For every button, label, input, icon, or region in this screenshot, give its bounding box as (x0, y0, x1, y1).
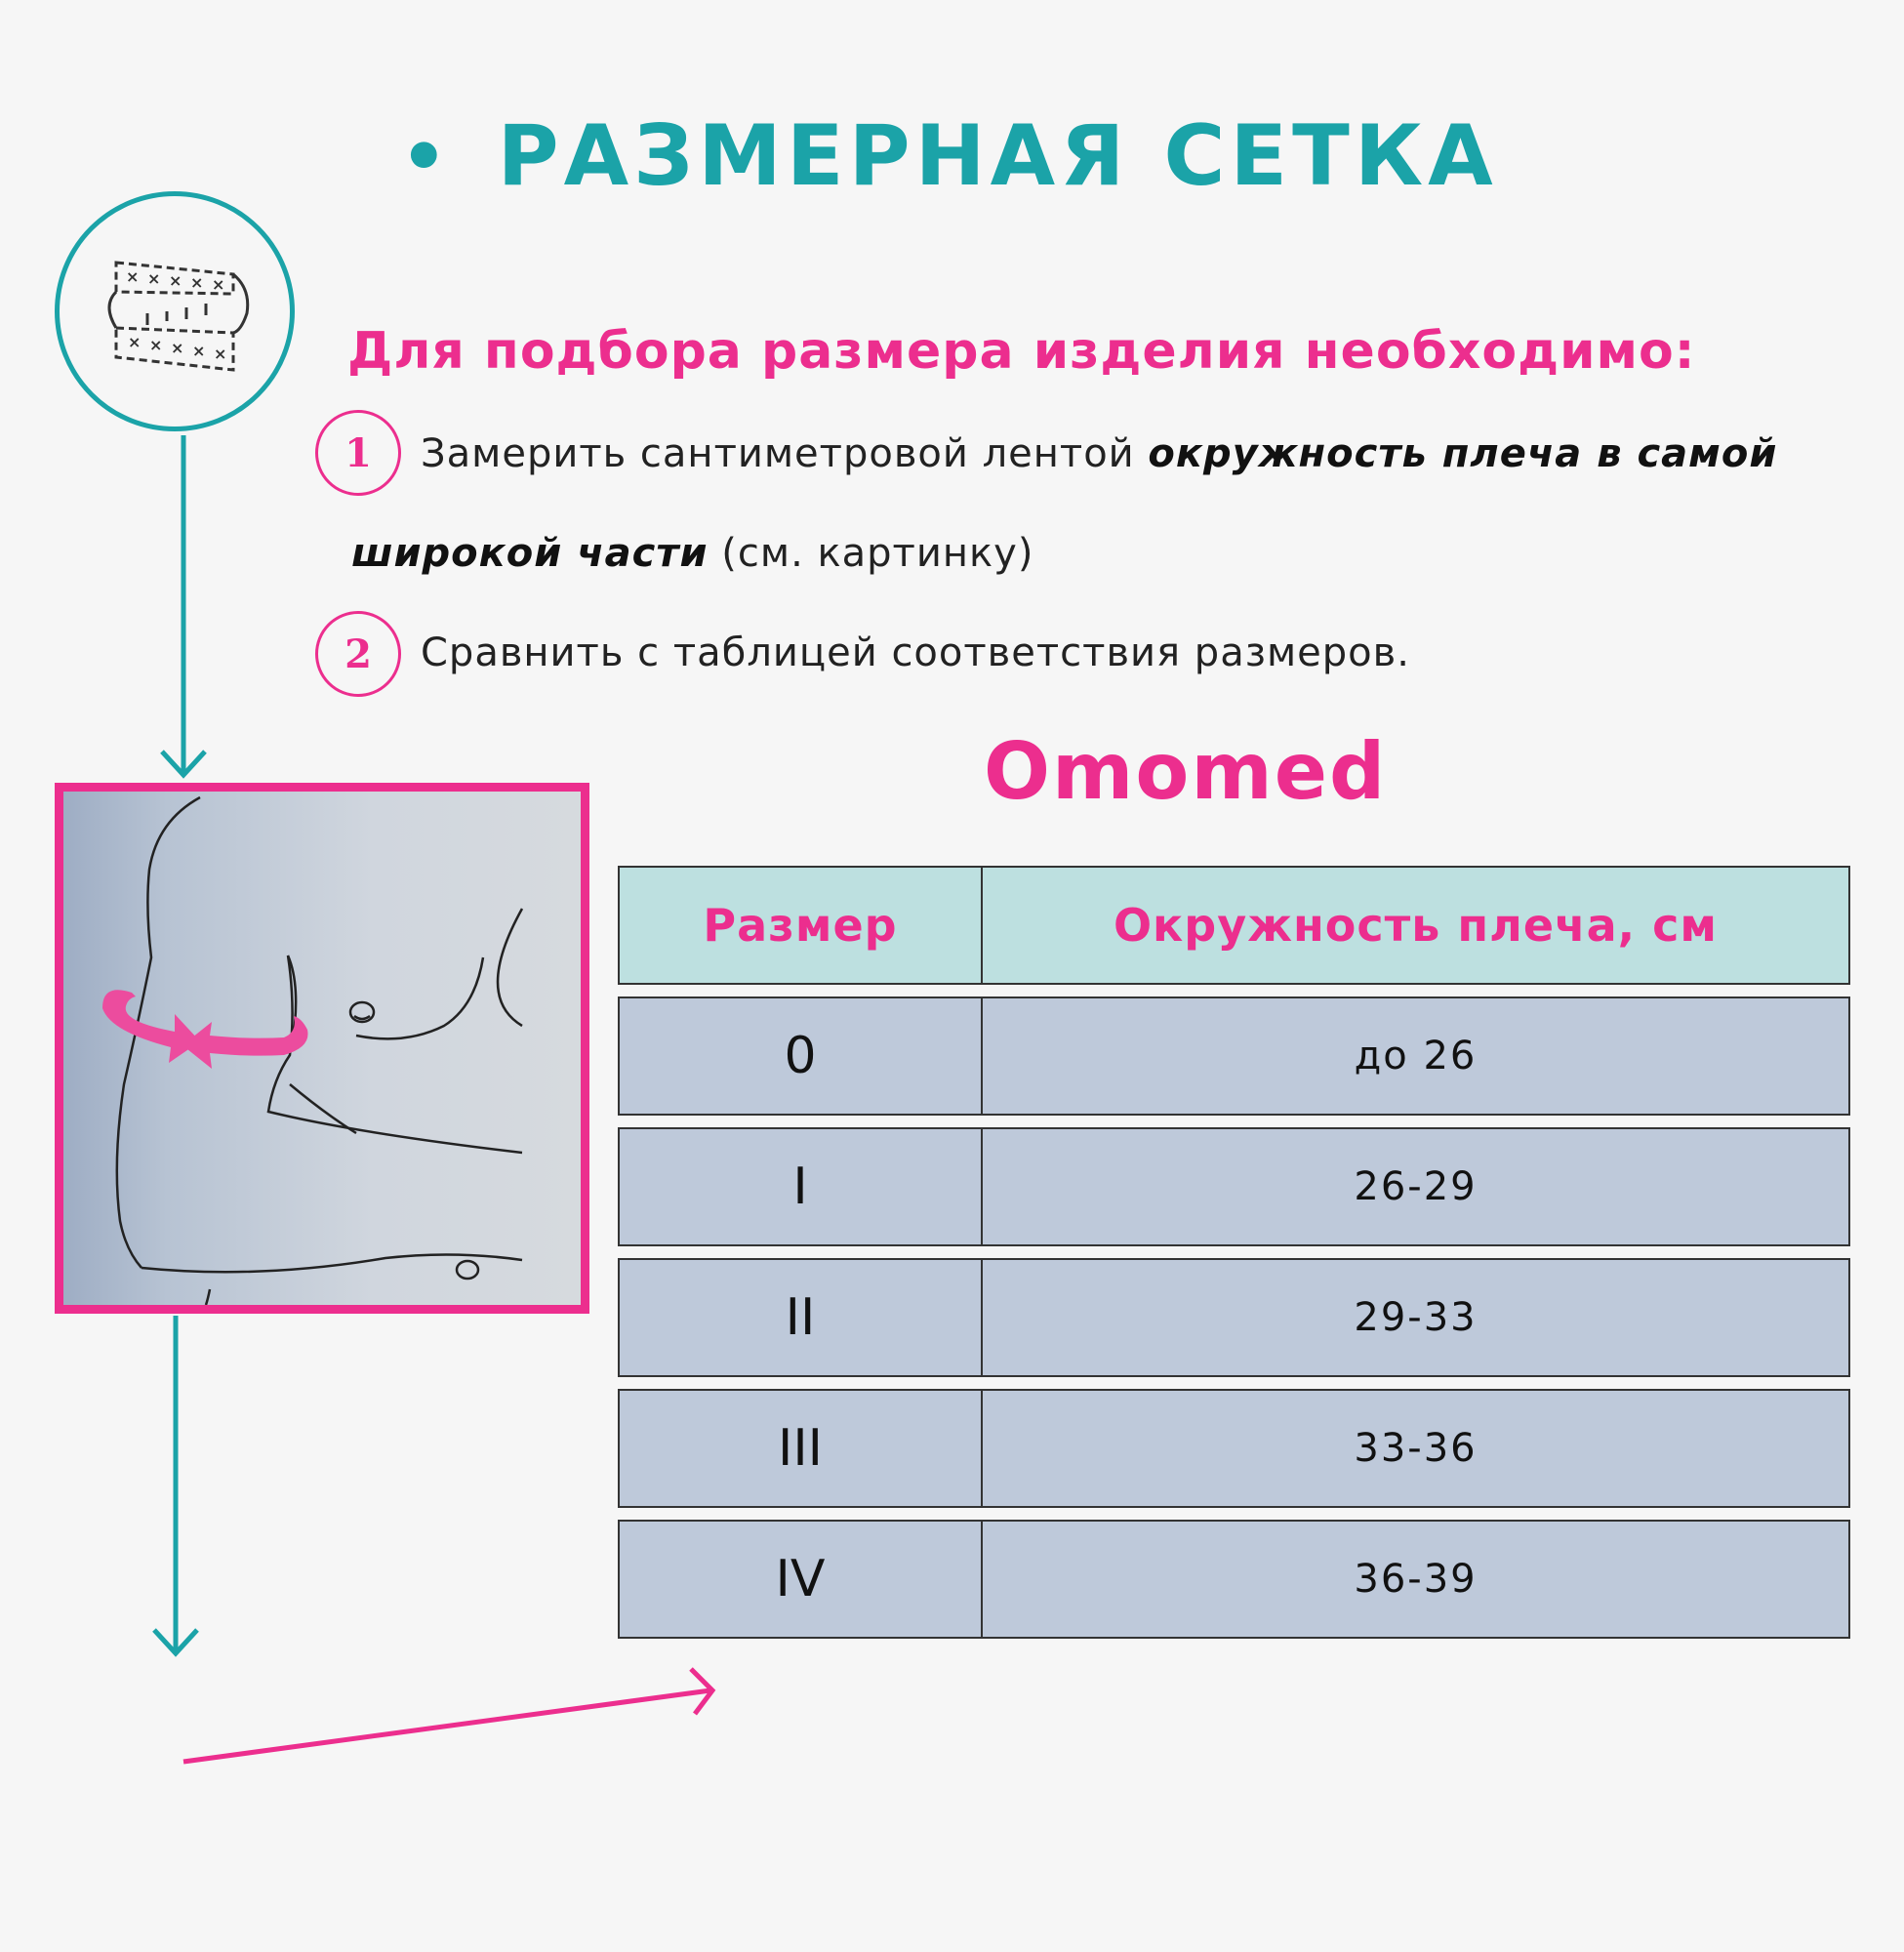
circumference-cell: 29-33 (1354, 1295, 1478, 1340)
table-row (618, 1389, 1850, 1508)
brand-name: Omomed (984, 726, 1388, 817)
circumference-cell: 33-36 (1354, 1426, 1478, 1471)
column-header-size: Размер (620, 868, 983, 983)
step-2-text: Сравнить с таблицей соответствия размеров. (421, 630, 1410, 675)
size-cell: I (620, 1129, 983, 1244)
table-row (618, 1127, 1850, 1246)
svg-text:×: × (171, 339, 184, 357)
circumference-cell: 26-29 (1354, 1164, 1478, 1209)
svg-text:×: × (149, 336, 163, 354)
size-table (618, 866, 1850, 1650)
step-1-line-1 (421, 431, 1777, 476)
table-row (618, 1258, 1850, 1377)
step-1-text-after: (см. картинку) (708, 531, 1034, 576)
step-number-1: 1 (315, 410, 401, 496)
title-bullet: • (400, 112, 453, 200)
arm-measurement-illustration (55, 783, 589, 1314)
title-text: РАЗМЕРНАЯ СЕТКА (497, 107, 1498, 205)
svg-text:×: × (190, 273, 204, 292)
step-number-2: 2 (315, 611, 401, 697)
table-row (618, 1520, 1850, 1639)
arrow-down-icon (162, 435, 205, 775)
step-1-emphasis-2: широкой части (351, 531, 709, 576)
circumference-cell: 36-39 (1354, 1557, 1478, 1602)
arrow-right-icon (183, 1669, 712, 1762)
table-row (618, 996, 1850, 1116)
table-header-row (618, 866, 1850, 985)
circumference-cell: до 26 (1354, 1034, 1478, 1078)
svg-text:×: × (169, 271, 182, 290)
step-1-emphasis: окружность плеча в самой (1148, 431, 1778, 476)
svg-text:×: × (192, 342, 206, 360)
column-header-circumference: Окружность плеча, см (1113, 899, 1719, 952)
size-cell: IV (620, 1522, 983, 1637)
size-cell: II (620, 1260, 983, 1375)
step-1-line-2 (351, 531, 1033, 576)
svg-text:×: × (214, 345, 227, 363)
instructions-heading: Для подбора размера изделия необходимо: (347, 322, 1696, 381)
svg-text:×: × (126, 267, 140, 286)
size-cell: 0 (620, 998, 983, 1114)
arrow-down-icon (154, 1316, 197, 1653)
size-cell: III (620, 1391, 983, 1506)
svg-text:×: × (147, 269, 161, 288)
svg-text:×: × (128, 333, 142, 351)
step-1-text: Замерить сантиметровой лентой (421, 431, 1149, 476)
svg-text:×: × (212, 275, 225, 294)
